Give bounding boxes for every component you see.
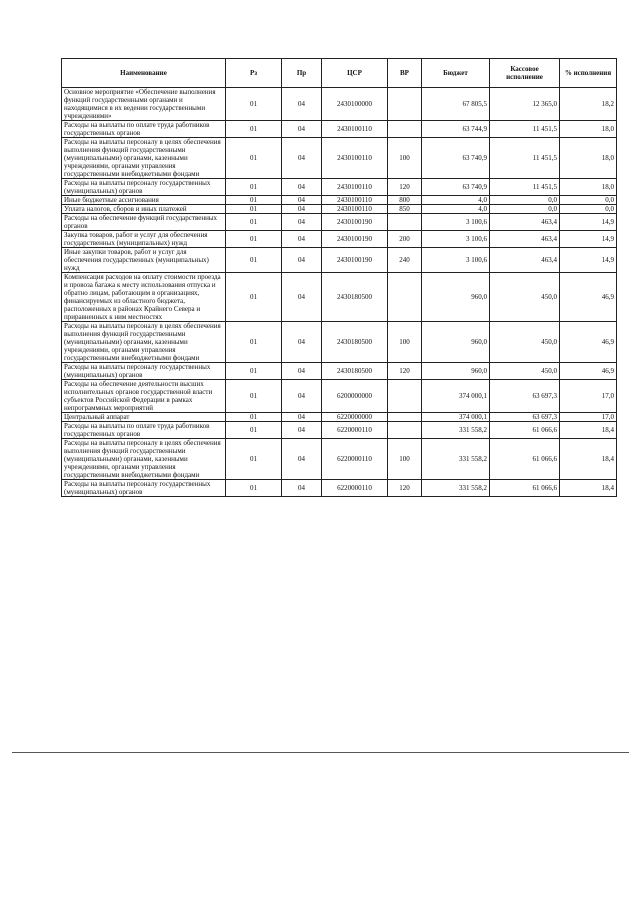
cell-pr: 04 [282, 179, 322, 196]
cell-budget: 63 740,9 [422, 138, 490, 179]
cell-cash-execution: 12 365,0 [490, 88, 560, 121]
cell-budget: 331 558,2 [422, 480, 490, 497]
cell-name: Иные закупки товаров, работ и услуг для обеспечения государственных (муниципальных) нужд [62, 248, 226, 273]
cell-vr [388, 273, 422, 322]
cell-pr: 04 [282, 248, 322, 273]
cell-csr: 2430180500 [322, 322, 388, 363]
cell-vr [388, 214, 422, 231]
cell-name: Расходы на выплаты персоналу в целях обеспечения выполнения функций государственными (муниципальными) органами, казенными учреждениями, органами управления государственными внебюджетными фондами [62, 138, 226, 179]
header-rz: Рз [226, 59, 282, 88]
cell-csr: 2430180500 [322, 363, 388, 380]
cell-execution-percent: 14,9 [560, 248, 617, 273]
cell-vr: 800 [388, 196, 422, 205]
cell-csr: 2430100110 [322, 121, 388, 138]
table-row [62, 88, 617, 121]
cell-pr: 04 [282, 439, 322, 480]
cell-name: Расходы на выплаты персоналу в целях обеспечения выполнения функций государственными (муниципальными) органами, казенными учреждениями, органами управления государственными внебюджетными фондами [62, 322, 226, 363]
header-vr: ВР [388, 59, 422, 88]
table-row [62, 248, 617, 273]
cell-vr: 240 [388, 248, 422, 273]
cell-pr: 04 [282, 231, 322, 248]
cell-pr: 04 [282, 380, 322, 413]
cell-csr: 2430100190 [322, 248, 388, 273]
cell-pr: 04 [282, 422, 322, 439]
cell-csr: 6220000110 [322, 480, 388, 497]
cell-cash-execution: 11 451,5 [490, 179, 560, 196]
cell-cash-execution: 450,0 [490, 273, 560, 322]
cell-budget: 63 740,9 [422, 179, 490, 196]
cell-execution-percent: 46,9 [560, 322, 617, 363]
cell-rz: 01 [226, 363, 282, 380]
cell-csr: 6220000110 [322, 439, 388, 480]
cell-csr: 2430100110 [322, 205, 388, 214]
cell-budget: 374 000,1 [422, 413, 490, 422]
cell-vr [388, 380, 422, 413]
cell-rz: 01 [226, 422, 282, 439]
cell-rz: 01 [226, 248, 282, 273]
cell-csr: 2430100190 [322, 214, 388, 231]
cell-name: Расходы на обеспечение деятельности высших исполнительных органов государственной власти субъектов Российской Федерации в рамках непрограммных мероприятий [62, 380, 226, 413]
cell-name: Расходы на выплаты персоналу в целях обеспечения выполнения функций государственными (муниципальными) органами, казенными учреждениями, органами управления государственными внебюджетными фондами [62, 439, 226, 480]
cell-budget: 67 805,5 [422, 88, 490, 121]
table-row [62, 214, 617, 231]
cell-execution-percent: 18,0 [560, 121, 617, 138]
cell-csr: 2430100190 [322, 231, 388, 248]
cell-cash-execution: 63 697,3 [490, 413, 560, 422]
cell-cash-execution: 450,0 [490, 363, 560, 380]
cell-vr: 120 [388, 179, 422, 196]
cell-cash-execution: 0,0 [490, 196, 560, 205]
cell-pr: 04 [282, 322, 322, 363]
cell-budget: 4,0 [422, 205, 490, 214]
cell-name: Расходы на выплаты по оплате труда работников государственных органов [62, 422, 226, 439]
cell-vr: 120 [388, 480, 422, 497]
cell-budget: 3 100,6 [422, 214, 490, 231]
cell-execution-percent: 0,0 [560, 205, 617, 214]
cell-pr: 04 [282, 121, 322, 138]
table-header-row [62, 59, 617, 88]
cell-execution-percent: 18,2 [560, 88, 617, 121]
cell-rz: 01 [226, 138, 282, 179]
cell-budget: 3 100,6 [422, 231, 490, 248]
cell-name: Расходы на выплаты персоналу государственных (муниципальных) органов [62, 363, 226, 380]
cell-cash-execution: 450,0 [490, 322, 560, 363]
header-csr: ЦСР [322, 59, 388, 88]
table-row [62, 273, 617, 322]
cell-rz: 01 [226, 322, 282, 363]
cell-cash-execution: 463,4 [490, 231, 560, 248]
cell-csr: 6220000110 [322, 422, 388, 439]
cell-vr [388, 413, 422, 422]
cell-name: Уплата налогов, сборов и иных платежей [62, 205, 226, 214]
cell-pr: 04 [282, 413, 322, 422]
table-row [62, 480, 617, 497]
cell-pr: 04 [282, 138, 322, 179]
table-row [62, 138, 617, 179]
cell-execution-percent: 14,9 [560, 231, 617, 248]
cell-rz: 01 [226, 380, 282, 413]
cell-name: Иные бюджетные ассигнования [62, 196, 226, 205]
cell-rz: 01 [226, 480, 282, 497]
header-execution-percent: % исполнения [560, 59, 617, 88]
cell-cash-execution: 0,0 [490, 205, 560, 214]
cell-rz: 01 [226, 179, 282, 196]
cell-budget: 960,0 [422, 273, 490, 322]
cell-vr [388, 88, 422, 121]
table-body [62, 88, 617, 497]
cell-execution-percent: 17,0 [560, 380, 617, 413]
cell-rz: 01 [226, 413, 282, 422]
cell-cash-execution: 61 066,6 [490, 480, 560, 497]
cell-rz: 01 [226, 214, 282, 231]
header-pr: Пр [282, 59, 322, 88]
page-bottom-divider [12, 752, 629, 753]
table-row [62, 322, 617, 363]
cell-csr: 2430100110 [322, 196, 388, 205]
cell-csr: 6220000000 [322, 413, 388, 422]
cell-pr: 04 [282, 363, 322, 380]
cell-budget: 331 558,2 [422, 439, 490, 480]
cell-rz: 01 [226, 121, 282, 138]
cell-csr: 2430180500 [322, 273, 388, 322]
cell-vr [388, 121, 422, 138]
cell-name: Основное мероприятие «Обеспечение выполнения функций государственными органами и находящимися в их ведении государственными учреждениями» [62, 88, 226, 121]
header-budget: Бюджет [422, 59, 490, 88]
budget-execution-table [61, 58, 617, 497]
header-name: Наименование [62, 59, 226, 88]
cell-execution-percent: 46,9 [560, 363, 617, 380]
table-row [62, 439, 617, 480]
cell-rz: 01 [226, 231, 282, 248]
cell-execution-percent: 18,4 [560, 422, 617, 439]
cell-cash-execution: 463,4 [490, 248, 560, 273]
cell-budget: 331 558,2 [422, 422, 490, 439]
table-row [62, 231, 617, 248]
cell-budget: 4,0 [422, 196, 490, 205]
cell-vr: 100 [388, 439, 422, 480]
cell-execution-percent: 18,4 [560, 439, 617, 480]
cell-execution-percent: 18,4 [560, 480, 617, 497]
cell-budget: 63 744,9 [422, 121, 490, 138]
cell-name: Расходы на выплаты персоналу государственных (муниципальных) органов [62, 179, 226, 196]
header-cash-execution: Кассовое исполнение [490, 59, 560, 88]
cell-cash-execution: 463,4 [490, 214, 560, 231]
table-row [62, 422, 617, 439]
cell-pr: 04 [282, 480, 322, 497]
cell-execution-percent: 14,9 [560, 214, 617, 231]
cell-csr: 2430100000 [322, 88, 388, 121]
cell-pr: 04 [282, 205, 322, 214]
cell-rz: 01 [226, 196, 282, 205]
cell-vr: 100 [388, 322, 422, 363]
cell-csr: 6200000000 [322, 380, 388, 413]
cell-cash-execution: 63 697,3 [490, 380, 560, 413]
table-row [62, 363, 617, 380]
cell-name: Расходы на обеспечение функций государственных органов [62, 214, 226, 231]
cell-pr: 04 [282, 214, 322, 231]
cell-budget: 960,0 [422, 322, 490, 363]
table-row [62, 205, 617, 214]
cell-execution-percent: 18,0 [560, 138, 617, 179]
cell-cash-execution: 61 066,6 [490, 422, 560, 439]
cell-pr: 04 [282, 273, 322, 322]
cell-vr: 850 [388, 205, 422, 214]
cell-rz: 01 [226, 273, 282, 322]
table-row [62, 121, 617, 138]
cell-budget: 374 000,1 [422, 380, 490, 413]
cell-vr: 200 [388, 231, 422, 248]
cell-rz: 01 [226, 88, 282, 121]
table-row [62, 413, 617, 422]
cell-budget: 3 100,6 [422, 248, 490, 273]
table-row [62, 196, 617, 205]
cell-vr: 100 [388, 138, 422, 179]
cell-cash-execution: 11 451,5 [490, 138, 560, 179]
cell-vr: 120 [388, 363, 422, 380]
cell-pr: 04 [282, 88, 322, 121]
cell-execution-percent: 18,0 [560, 179, 617, 196]
cell-name: Расходы на выплаты персоналу государственных (муниципальных) органов [62, 480, 226, 497]
cell-cash-execution: 61 066,6 [490, 439, 560, 480]
table-row [62, 380, 617, 413]
cell-cash-execution: 11 451,5 [490, 121, 560, 138]
cell-pr: 04 [282, 196, 322, 205]
cell-execution-percent: 17,0 [560, 413, 617, 422]
cell-rz: 01 [226, 205, 282, 214]
cell-rz: 01 [226, 439, 282, 480]
cell-name: Расходы на выплаты по оплате труда работников государственных органов [62, 121, 226, 138]
cell-csr: 2430100110 [322, 179, 388, 196]
cell-name: Центральный аппарат [62, 413, 226, 422]
cell-execution-percent: 0,0 [560, 196, 617, 205]
cell-budget: 960,0 [422, 363, 490, 380]
cell-csr: 2430100110 [322, 138, 388, 179]
cell-execution-percent: 46,9 [560, 273, 617, 322]
cell-name: Компенсация расходов на оплату стоимости проезда и провоза багажа к месту использования отпуска и обратно лицам, работающим в организациях, финансируемых из областного бюджета, расположенных в районах Крайнего Севера и приравненных к ним местностях [62, 273, 226, 322]
cell-vr [388, 422, 422, 439]
table-row [62, 179, 617, 196]
cell-name: Закупка товаров, работ и услуг для обеспечения государственных (муниципальных) нужд [62, 231, 226, 248]
